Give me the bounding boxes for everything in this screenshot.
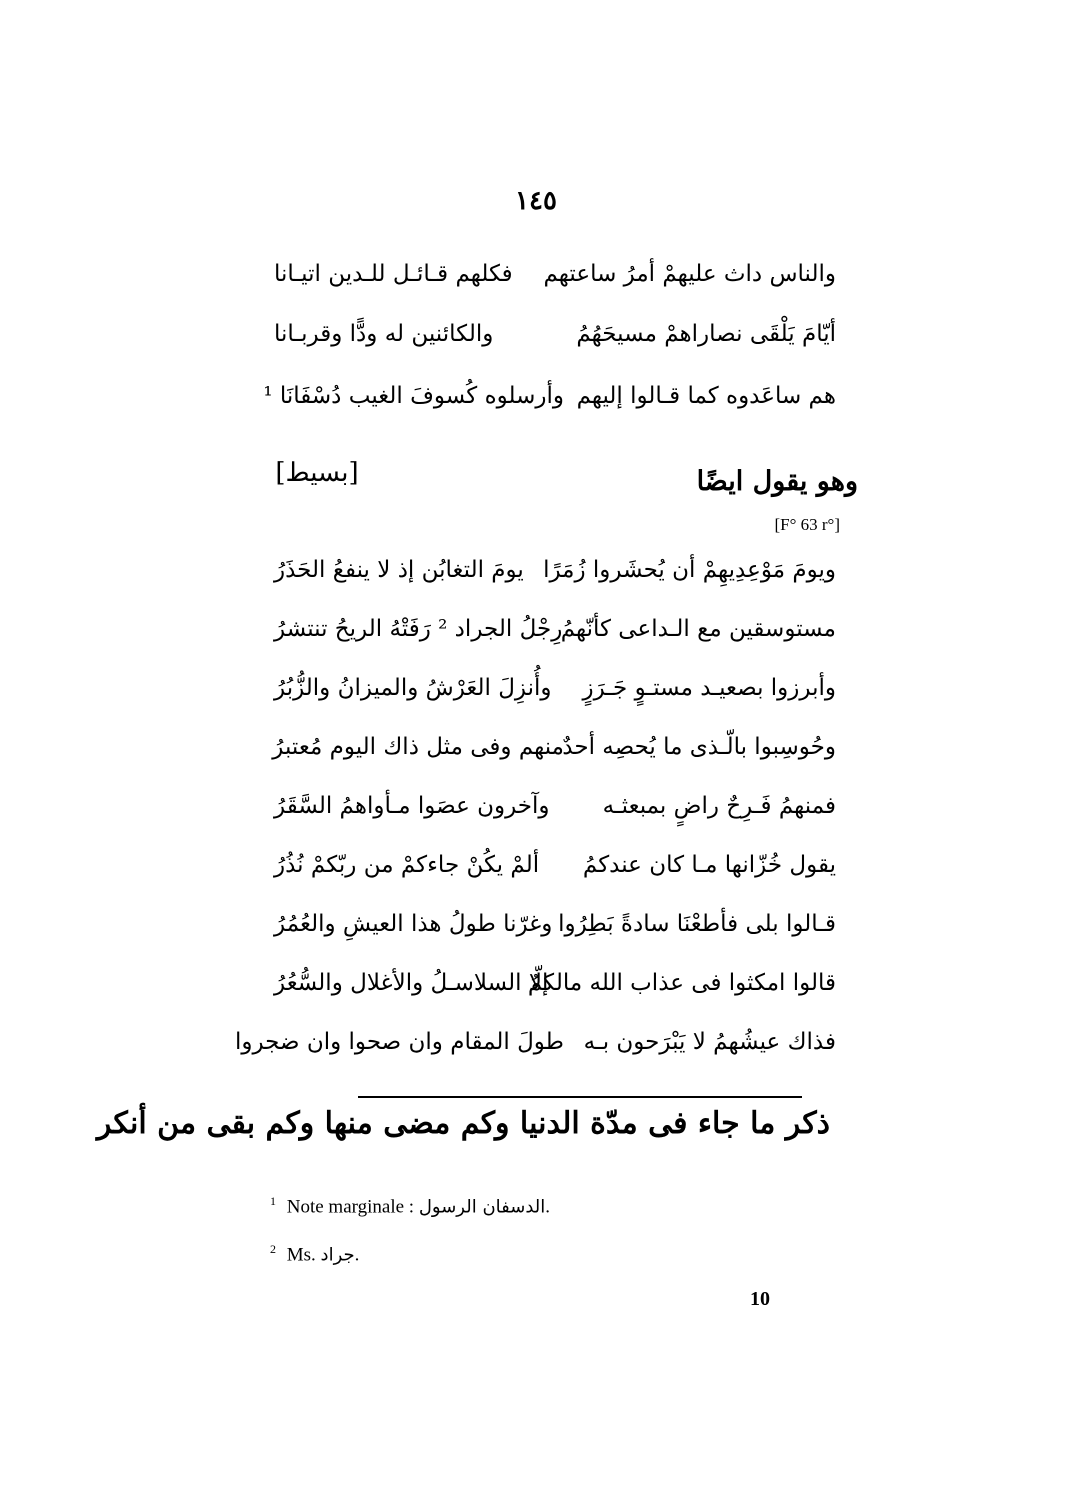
verse-line xyxy=(250,843,850,887)
verse-line xyxy=(250,961,850,1005)
footnote-text: Note marginale : xyxy=(286,1196,415,1218)
verse-hemistich-first: فمنهمُ فَـرِحٌ راضٍ بمبعثـه xyxy=(602,793,836,819)
section-heading: ذكر ما جاء فى مدّة الدنيا وكم مضى منها وكم بقى من أنكر xyxy=(96,1106,830,1141)
verse-line xyxy=(250,666,850,710)
verse-hemistich-first: يقول خُزّانها مـا كان عندكمُ xyxy=(582,852,836,878)
footnote-text: Ms. xyxy=(286,1244,316,1266)
verse-hemistich-second: طولَ المقام وان صحوا وان ضجروا xyxy=(234,1029,564,1055)
footnote-number: 1 xyxy=(270,1194,276,1208)
verse-hemistich-first: وحُوسِبوا بالّـذى ما يُحصِه أحدٌ xyxy=(562,734,836,760)
folio-reference: [F° 63 r°] xyxy=(774,515,840,534)
footnote-end: . xyxy=(354,1244,360,1266)
footnote xyxy=(270,1242,670,1266)
verse-line xyxy=(250,902,850,946)
verse-line xyxy=(250,784,850,828)
poem-intro: وهو يقول ايضًا xyxy=(696,466,858,497)
verse-hemistich-second: فكلهم قـائـل للـدين اتيـانا xyxy=(274,261,513,287)
verse-line xyxy=(250,548,850,592)
verse-hemistich-second: وآخرون عصَوا مـأواهمُ السَّقَرُ xyxy=(274,793,550,819)
verse-hemistich-first: ويومَ مَوْعِدِيهِمْ أن يُحشَروا زُمَرًا xyxy=(543,557,836,583)
verse-hemistich-first: والناس داث عليهمْ أمرُ ساعتهم xyxy=(543,261,836,287)
verse-hemistich-second: وأرسلوه كُسوفَ الغيب دُسْفَانَا ¹ xyxy=(263,383,564,409)
verse-line xyxy=(250,374,850,418)
footnote-end: . xyxy=(545,1196,551,1218)
verse-hemistich-first: هم ساعَدوه كما قـالوا إليهم xyxy=(576,383,836,409)
verse-hemistich-first: فذاك عيشُهمُ لا يَبْرَحون بـه xyxy=(583,1029,836,1055)
section-divider xyxy=(358,1096,802,1098)
verse-hemistich-first: مستوسقين مع الـداعى كأنّهمُ xyxy=(560,616,836,642)
meter-label: [بسيط] xyxy=(275,458,359,488)
verse-hemistich-second: وغرّنا طولُ هذا العيشِ والعُمُرُ xyxy=(274,911,553,937)
verse-hemistich-second: منهم وفى مثل ذاك اليوم مُعتبرُ xyxy=(272,734,564,760)
footnote-number: 2 xyxy=(270,1242,276,1256)
verse-hemistich-first: قـالوا بلى فأطعْنَا سادةً بَطِرُوا xyxy=(558,911,836,937)
verse-line xyxy=(234,1020,850,1064)
sheet-signature: 10 xyxy=(750,1288,770,1310)
verse-line xyxy=(250,252,850,296)
verse-hemistich-first: قالوا امكثوا فى عذاب الله مالكمُ xyxy=(527,970,836,996)
verse-line xyxy=(250,607,850,651)
footnote-arabic: الدسفان الرسول xyxy=(418,1196,546,1218)
footnote-arabic: جراد xyxy=(320,1244,355,1266)
verse-line xyxy=(250,312,850,356)
verse-hemistich-second: إلّا السلاسـلُ والأغلال والسُّعُرُ xyxy=(274,970,549,996)
verse-hemistich-second: ألمْ يكُنْ جاءكمْ من ربّكمْ نُذُرُ xyxy=(274,852,540,878)
verse-hemistich-first: أيّامَ يَلْقَى نصاراهمْ مسيحَهُمُ xyxy=(576,321,836,347)
page-number: ١٤٥ xyxy=(515,186,557,216)
verse-hemistich-second: رِجْلُ الجراد ² رَفَتْهُ الريحُ تنتشرُ xyxy=(274,616,563,642)
verse-hemistich-second: وأُنزِلَ العَرْشُ والميزانُ والزُّبُرُ xyxy=(274,675,552,701)
verse-hemistich-second: والكائنين له ودًّا وقربـانا xyxy=(274,321,494,347)
verse-line xyxy=(250,725,850,769)
verse-hemistich-first: وأبرزوا بصعيـد مستـوٍ جَـرَزٍ xyxy=(582,675,836,701)
verse-hemistich-second: يومَ التغابُن إذ لا ينفعُ الحَذَرُ xyxy=(274,557,524,583)
footnote xyxy=(270,1194,670,1218)
